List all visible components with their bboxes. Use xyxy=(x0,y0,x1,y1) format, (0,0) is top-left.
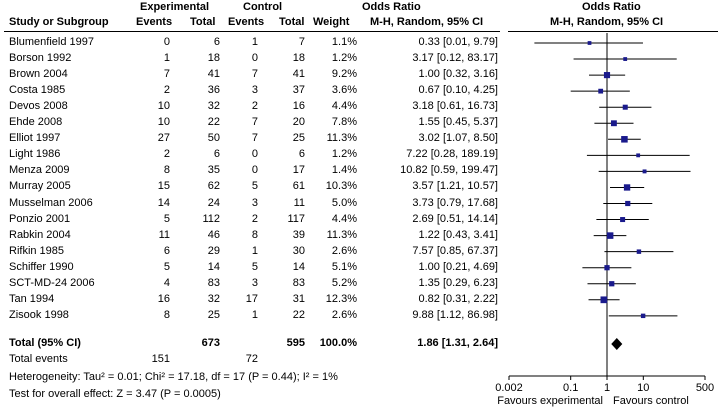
ci: 0.33 [0.01, 9.79] xyxy=(418,36,498,48)
exp-total: 83 xyxy=(207,276,220,289)
exp-events: 10 xyxy=(157,100,170,113)
study-name: Ehde 2008 xyxy=(9,116,63,129)
exp-events: 7 xyxy=(163,68,170,81)
overall-diamond xyxy=(611,338,622,350)
ctl-events: 17 xyxy=(245,292,258,305)
point-estimate-square xyxy=(604,265,609,270)
control-header: Control xyxy=(243,1,283,13)
weight: 10.3% xyxy=(325,180,357,193)
point-estimate-square xyxy=(607,232,614,239)
weight: 1.2% xyxy=(331,148,357,161)
study-name: SCT-MD-24 2006 xyxy=(9,276,95,289)
ctl-events: 7 xyxy=(251,132,258,145)
ctl-total: 14 xyxy=(292,260,305,273)
point-estimate-square xyxy=(636,153,640,157)
exp-events: 1 xyxy=(163,52,170,65)
study-name: Ponzio 2001 xyxy=(9,212,71,225)
ctl-events: 1 xyxy=(251,36,258,48)
exp-events: 4 xyxy=(163,276,170,289)
exp-total: 112 xyxy=(202,212,220,225)
ctl-events: 3 xyxy=(251,276,258,289)
exp-events: 6 xyxy=(163,244,170,257)
x-tick-label: 500 xyxy=(695,382,715,394)
ci: 9.88 [1.12, 86.98] xyxy=(412,308,498,321)
exp-events: 11 xyxy=(158,228,170,241)
weight: 1.2% xyxy=(331,52,357,65)
weight: 11.3% xyxy=(326,132,357,145)
ctl-total-header: Total xyxy=(279,16,305,28)
study-name: Schiffer 1990 xyxy=(9,260,74,273)
exp-events: 10 xyxy=(157,116,170,129)
study-name: Zisook 1998 xyxy=(9,308,69,321)
exp-total: 35 xyxy=(207,164,220,177)
favours-right-label: Favours control xyxy=(613,395,689,407)
ci: 2.69 [0.51, 14.14] xyxy=(412,212,498,225)
point-estimate-square xyxy=(620,217,625,222)
ci: 7.57 [0.85, 67.37] xyxy=(412,244,498,257)
ctl-events: 3 xyxy=(251,84,258,97)
exp-total: 6 xyxy=(213,36,220,48)
exp-total: 29 xyxy=(207,244,220,257)
ctl-events: 5 xyxy=(251,260,258,273)
experimental-header: Experimental xyxy=(140,1,210,13)
ci: 1.00 [0.32, 3.16] xyxy=(418,68,498,81)
odds-ratio-header-left: Odds Ratio xyxy=(362,1,421,13)
study-name: Musselman 2006 xyxy=(9,196,93,209)
point-estimate-square xyxy=(609,281,614,286)
ctl-events: 2 xyxy=(251,100,258,113)
ctl-events: 0 xyxy=(251,148,258,161)
x-tick-label: 0.1 xyxy=(563,382,579,394)
ctl-total: 11 xyxy=(293,196,305,209)
exp-total: 41 xyxy=(207,68,220,81)
point-estimate-square xyxy=(598,89,603,94)
exp-events: 2 xyxy=(163,84,170,97)
study-name: Costa 1985 xyxy=(9,84,66,97)
exp-total: 18 xyxy=(207,52,220,65)
exp-total-header: Total xyxy=(190,16,216,28)
ctl-events: 0 xyxy=(251,164,258,177)
ci: 1.35 [0.29, 6.23] xyxy=(418,276,498,289)
exp-events: 2 xyxy=(163,148,170,161)
ctl-events: 5 xyxy=(251,180,258,193)
point-estimate-square xyxy=(637,249,641,253)
exp-events: 8 xyxy=(163,164,170,177)
ci: 0.82 [0.31, 2.22] xyxy=(418,292,498,305)
exp-total: 36 xyxy=(207,84,220,97)
x-tick-label: 0.002 xyxy=(495,382,523,394)
point-estimate-square xyxy=(623,105,628,110)
ctl-total: 7 xyxy=(298,36,305,48)
exp-total: 14 xyxy=(207,260,220,273)
weight-header: Weight xyxy=(313,16,350,28)
weight: 9.2% xyxy=(331,68,357,81)
total-weight: 100.0% xyxy=(319,337,357,349)
point-estimate-square xyxy=(623,57,627,61)
study-name: Rabkin 2004 xyxy=(9,228,71,241)
ctl-total: 25 xyxy=(292,132,305,145)
exp-events: 16 xyxy=(157,292,170,305)
ctl-total: 117 xyxy=(287,212,305,225)
point-estimate-square xyxy=(588,41,592,45)
ci: 7.22 [0.28, 189.19] xyxy=(406,148,498,161)
favours-left-label: Favours experimental xyxy=(497,395,603,407)
total-events-label: Total events xyxy=(9,353,68,365)
ctl-events-header: Events xyxy=(228,16,265,28)
point-estimate-square xyxy=(604,72,610,78)
point-estimate-square xyxy=(601,296,608,303)
point-estimate-square xyxy=(625,201,630,206)
ci: 3.57 [1.21, 10.57] xyxy=(412,180,498,193)
weight: 3.6% xyxy=(331,84,357,97)
point-estimate-square xyxy=(643,169,647,173)
ci: 3.17 [0.12, 83.17] xyxy=(412,52,498,65)
exp-events-header: Events xyxy=(136,16,173,28)
total-ctl-total: 595 xyxy=(286,337,305,349)
ctl-events: 1 xyxy=(251,308,258,321)
ctl-total: 30 xyxy=(292,244,305,257)
weight: 5.2% xyxy=(331,276,357,289)
total-events-exp: 151 xyxy=(151,353,170,365)
weight: 5.0% xyxy=(331,196,357,209)
exp-total: 24 xyxy=(207,196,220,209)
exp-total: 25 xyxy=(207,308,220,321)
ctl-events: 3 xyxy=(251,196,258,209)
ctl-total: 17 xyxy=(292,164,305,177)
ctl-total: 31 xyxy=(292,292,305,305)
exp-total: 6 xyxy=(213,148,220,161)
exp-events: 8 xyxy=(163,308,170,321)
method-header-left: M-H, Random, 95% CI xyxy=(370,16,484,28)
ctl-events: 7 xyxy=(251,68,258,81)
weight: 7.8% xyxy=(331,116,357,129)
total-events-ctl: 72 xyxy=(245,353,258,365)
ctl-total: 6 xyxy=(298,148,305,161)
overall-effect-text: Test for overall effect: Z = 3.47 (P = 0.0005) xyxy=(9,388,221,400)
study-name: Menza 2009 xyxy=(9,164,70,177)
x-tick-label: 1 xyxy=(603,382,611,394)
exp-events: 27 xyxy=(157,132,170,145)
odds-ratio-header-right: Odds Ratio xyxy=(582,1,641,13)
total-exp-total: 673 xyxy=(201,337,220,349)
weight: 1.1% xyxy=(331,36,357,48)
ctl-total: 37 xyxy=(292,84,305,97)
ctl-events: 7 xyxy=(251,116,258,129)
ctl-events: 2 xyxy=(251,212,258,225)
study-name: Elliot 1997 xyxy=(9,132,61,145)
exp-events: 0 xyxy=(163,36,170,48)
total-label: Total (95% CI) xyxy=(9,337,81,349)
exp-total: 50 xyxy=(207,132,220,145)
study-name: Tan 1994 xyxy=(9,292,55,305)
weight: 11.3% xyxy=(326,228,357,241)
ci: 1.55 [0.45, 5.37] xyxy=(418,116,498,129)
ci: 10.82 [0.59, 199.47] xyxy=(400,164,498,177)
exp-total: 22 xyxy=(207,116,220,129)
ctl-total: 39 xyxy=(292,228,305,241)
study-name: Brown 2004 xyxy=(9,68,68,81)
study-name: Blumenfield 1997 xyxy=(9,36,95,48)
weight: 4.4% xyxy=(331,212,357,225)
point-estimate-square xyxy=(624,184,630,190)
study-name: Devos 2008 xyxy=(9,100,68,113)
weight: 2.6% xyxy=(331,244,357,257)
study-name: Borson 1992 xyxy=(9,52,72,65)
heterogeneity-text: Heterogeneity: Tau² = 0.01; Chi² = 17.18, df = 17 (P = 0.44); I² = 1% xyxy=(9,371,338,383)
ctl-total: 41 xyxy=(292,68,305,81)
total-ci: 1.86 [1.31, 2.64] xyxy=(417,337,498,349)
ci: 3.73 [0.79, 17.68] xyxy=(412,196,498,209)
exp-events: 14 xyxy=(157,196,170,209)
ci: 0.67 [0.10, 4.25] xyxy=(418,84,498,97)
weight: 5.1% xyxy=(331,260,357,273)
exp-events: 15 xyxy=(157,180,170,193)
exp-total: 32 xyxy=(207,100,220,113)
ctl-total: 20 xyxy=(292,116,305,129)
ci: 1.00 [0.21, 4.69] xyxy=(418,260,498,273)
point-estimate-square xyxy=(611,120,617,126)
weight: 1.4% xyxy=(331,164,357,177)
ci: 3.18 [0.61, 16.73] xyxy=(412,100,498,113)
ci: 3.02 [1.07, 8.50] xyxy=(418,132,498,145)
study-column-header: Study or Subgroup xyxy=(9,16,109,28)
weight: 2.6% xyxy=(331,308,357,321)
weight: 4.4% xyxy=(331,100,357,113)
exp-events: 5 xyxy=(163,212,170,225)
ctl-total: 83 xyxy=(292,276,305,289)
ctl-events: 1 xyxy=(251,244,258,257)
ctl-total: 16 xyxy=(292,100,305,113)
weight: 12.3% xyxy=(325,292,357,305)
exp-total: 46 xyxy=(207,228,220,241)
study-name: Rifkin 1985 xyxy=(9,244,65,257)
exp-total: 32 xyxy=(207,292,220,305)
ctl-total: 18 xyxy=(292,52,305,65)
ctl-total: 61 xyxy=(292,180,305,193)
ctl-events: 0 xyxy=(251,52,258,65)
point-estimate-square xyxy=(641,314,645,318)
ctl-events: 8 xyxy=(251,228,258,241)
exp-events: 5 xyxy=(163,260,170,273)
exp-total: 62 xyxy=(207,180,220,193)
x-tick-label: 10 xyxy=(637,382,650,394)
ci: 1.22 [0.43, 3.41] xyxy=(418,228,498,241)
study-name: Light 1986 xyxy=(9,148,61,161)
ctl-total: 22 xyxy=(292,308,305,321)
point-estimate-square xyxy=(621,136,628,143)
study-name: Murray 2005 xyxy=(9,180,71,193)
method-header-right: M-H, Random, 95% CI xyxy=(550,16,664,28)
